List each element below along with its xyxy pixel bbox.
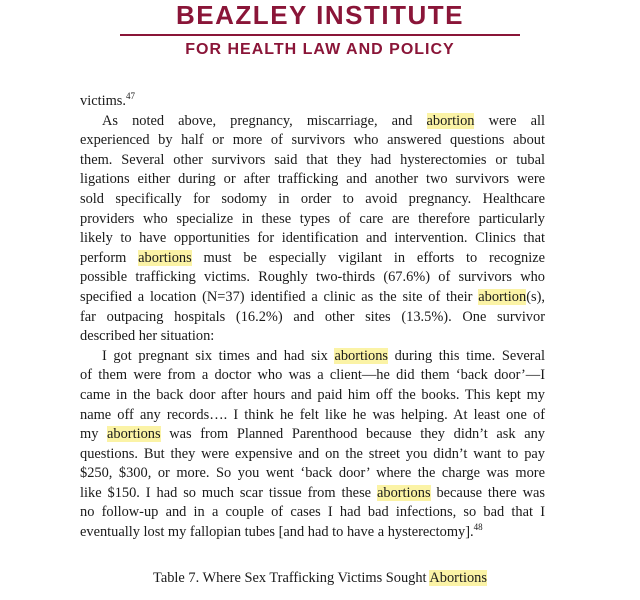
text-line: described her situation: (80, 328, 215, 345)
text-line: victims.$^{47}$ (80, 91, 135, 109)
text-line: likely to have opportunities for identification and intervention. Clinics that (80, 230, 545, 247)
institute-name: BEAZLEY INSTITUTE (176, 0, 464, 30)
text-line: experienced by half or more of survivors who answered questions about (80, 132, 545, 149)
footnote-ref[interactable]: 48 (473, 522, 483, 533)
quote-line: like $150. I had so much scar tissue from these abortions because there was (80, 484, 545, 501)
search-highlight: abortions (107, 426, 161, 443)
search-highlight: abortions (376, 484, 431, 501)
search-highlight: abortion (478, 288, 527, 305)
search-highlight: abortions (138, 249, 192, 266)
text-line: specified a location (N=37) identified a clinic as the site of their abortion(s), (80, 288, 545, 305)
table-caption: Table 7. Where Sex Trafficking Victims Sought Abortions (153, 570, 487, 586)
text-line: sold specifically for sodomy in order to avoid pregnancy. Healthcare (80, 190, 545, 207)
paragraph-start-line: As noted above, pregnancy, miscarriage, and abortion were all (102, 112, 545, 129)
text-line: them. Several other survivors said that they had hysterectomies or tubal (80, 151, 545, 168)
quote-line: name off any records…. I think he felt like he was helping. At least one of (80, 406, 545, 423)
text-line: far outpacing hospitals (16.2%) and other sites (13.5%). One survivor (80, 308, 545, 325)
footnote-ref[interactable]: 47 (125, 91, 135, 101)
quote-line: no follow-up and in a couple of cases I had bad infections, so bad that I (80, 504, 545, 521)
document-body (80, 92, 545, 543)
text-line: perform abortions must be especially vigilant in efforts to recognize (80, 249, 545, 266)
quote-line: came in the back door after hours and paid him off the books. This kept my (80, 386, 545, 403)
institute-subtitle: FOR HEALTH LAW AND POLICY (185, 41, 455, 58)
search-highlight: abortions (334, 347, 388, 364)
search-highlight: abortion (426, 112, 475, 129)
quote-line: questions. But they were expensive and on the street you didn’t want to pay (80, 445, 545, 462)
quote-line: of them were from a doctor who was a client—he did them ‘back door’—I (80, 367, 545, 384)
quote-line: my abortions was from Planned Parenthood because they didn’t ask any (80, 426, 545, 443)
quote-line: $250, $300, or more. So you went ‘back door’ where the charge was more (80, 465, 545, 482)
text-line: possible trafficking victims. Roughly two-thirds (67.6%) of survivors who (80, 269, 545, 286)
quote-start-line: I got pregnant six times and had six abortions during this time. Several (102, 347, 545, 364)
header-divider (120, 34, 520, 36)
text-line: providers who specialize in these types of care are therefore particularly (80, 210, 545, 227)
text-line: ligations either during or after trafficking and another two survivors were (80, 171, 545, 188)
search-highlight: Abortions (429, 570, 487, 586)
quote-line: eventually lost my fallopian tubes [and had to have a hysterectomy].$^{48}$ (80, 522, 483, 541)
